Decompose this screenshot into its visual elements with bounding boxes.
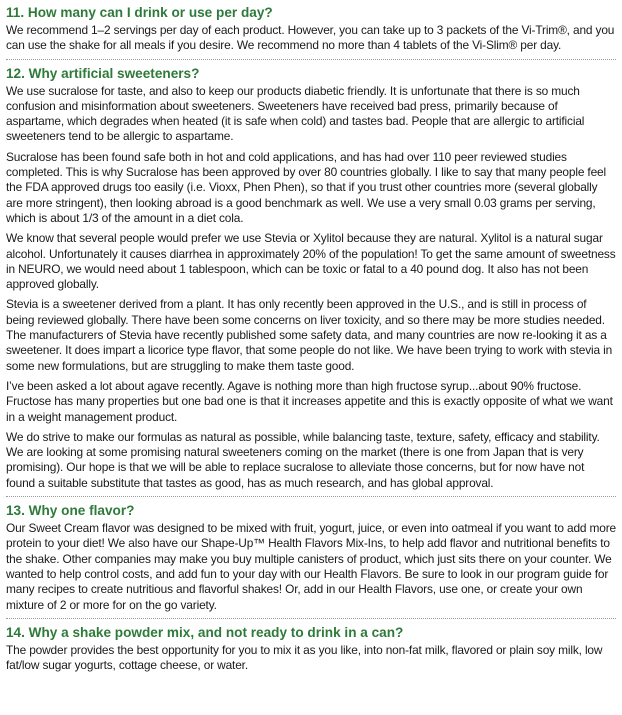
- paragraph: We recommend 1–2 servings per day of each product. However, you can take up to 3 packets of the Vi-Trim®, and you can use the shake for all meals if you desire. We recommend no more than 4 tablets of the Vi-Slim® per day.: [6, 23, 615, 53]
- section-heading: 13. Why one flavor?: [6, 503, 135, 519]
- faq-section-11: [6, 4, 616, 60]
- section-heading: 11. How many can I drink or use per day?: [6, 5, 273, 20]
- faq-section-14: [6, 624, 616, 679]
- paragraph: Sucralose has been found safe both in hot and cold applications, and has had over 110 peer reviewed studies completed. This is why Sucralose has been approved by over 80 countries globally. I like to say that many people feel the FDA approved drugs too easily (i.e. Vioxx, Phen Phen), so that if you trust other countries more (several globally are more stringent), then looking abroad is a good benchmark as well. We use a very small 0.03 grams per serving, which is about 1/3 of the amount in a diet cola.: [6, 149, 607, 225]
- paragraph: We use sucralose for taste, and also to keep our products diabetic friendly. It is unfortunate that there is so much confusion and misinformation about sweeteners. Sweeteners have received bad press, primarily because of aspartame, which degrades when heated (it is safe when cold) and tastes bad. People that are allergic to artificial sweeteners tend to be allergic to aspartame.: [6, 83, 585, 144]
- paragraph: The powder provides the best opportunity for you to mix it as you like, into non-fat milk, flavored or plain soy milk, low fat/low sugar yogurts, cottage cheese, or water.: [6, 642, 603, 673]
- paragraph: Stevia is a sweetener derived from a plant. It has only recently been approved in the U.S., and is still in process of being reviewed globally. There have been some concerns on liver toxicity, and so there may be more studies needed. The manufacturers of Stevia have recently published some safety data, and many countries are now re-looking it as a sweetener. It does impart a licorice type flavor, that some people do not like. We have been trying to work with stevia in some new formulations, but are struggling to make them taste good.: [6, 297, 613, 373]
- paragraph: I’ve been asked a lot about agave recently. Agave is nothing more than high fructose syrup...about 90% fructose. Fructose has many properties but one bad one is that it increases appetite and this is exactly opposite of what we want in a weight management product.: [6, 378, 613, 424]
- section-heading: 12. Why artificial sweeteners?: [6, 65, 200, 81]
- faq-section-13: [6, 502, 616, 619]
- section-heading: 14. Why a shake powder mix, and not ready to drink in a can?: [6, 624, 404, 640]
- paragraph: We do strive to make our formulas as natural as possible, while balancing taste, texture, safety, efficacy and stability. We are looking at some promising natural sweeteners coming on the market (there is one from Japan that is very promising). Our hope is that we will be able to replace sucralose to alleviate those concerns, but for now have not found a suitable substitute that tastes as good, has as much research, and has global approval.: [6, 429, 600, 490]
- paragraph: Our Sweet Cream flavor was designed to be mixed with fruit, yogurt, juice, or even into oatmeal if you want to add more protein to your diet! We also have our Shape-Up™ Health Flavors Mix-Ins, to help add flavor and nutritional benefits to the shake. Other companies may make you buy multiple canisters of product, which just sits there on your counter. We wanted to help control costs, and add fun to your day with our Health Flavors. Be sure to look in our program guide for many recipes to create nutritious and flavorful shakes! Or, add in our Health Flavors, use one, or create your own mixture of 2 or more for on the go variety.: [6, 521, 617, 612]
- paragraph: We know that several people would prefer we use Stevia or Xylitol because they are natural. Xylitol is a natural sugar alcohol. Unfortunately it causes diarrhea in approximately 20% of the population! To get the same amount of sweetness in NEURO, we would need about 1 tablespoon, which can be toxic or fatal to a 40 pound dog. It also has not been approved globally.: [6, 231, 616, 292]
- faq-section-12: [6, 65, 616, 497]
